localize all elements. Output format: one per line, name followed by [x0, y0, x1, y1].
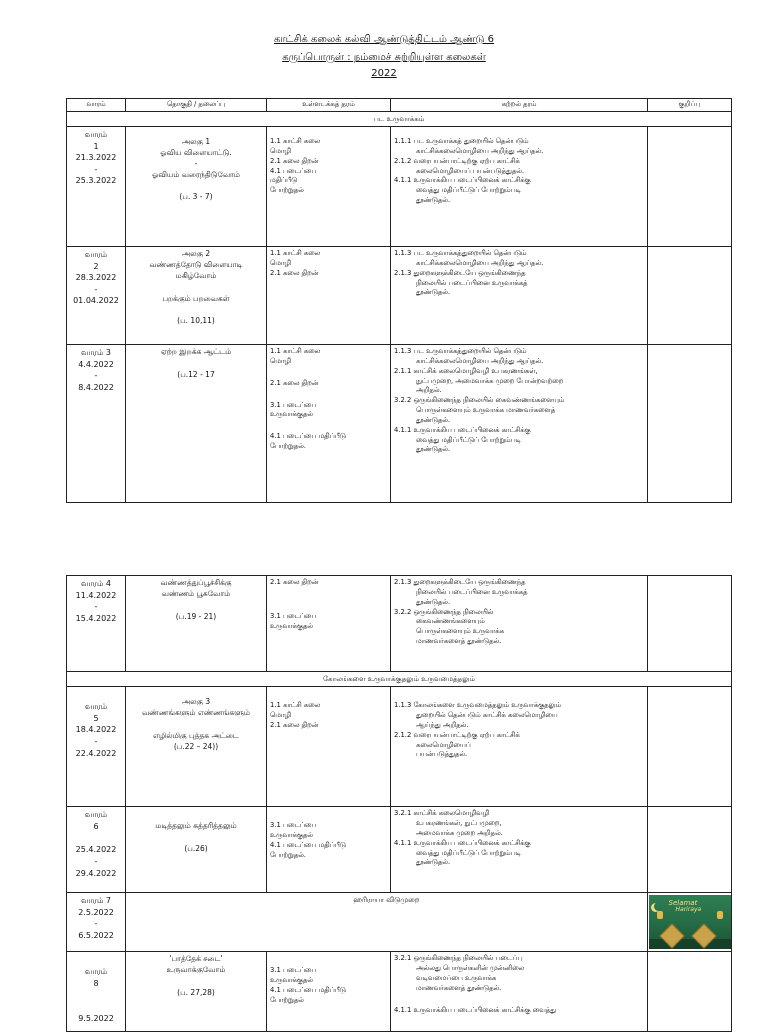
cell-line: காட்சிக்கலைமொழியை அறிந்து ஆய்தல். — [416, 356, 544, 365]
unit-cell — [126, 246, 267, 344]
week-cell — [67, 687, 126, 807]
cell-line: காட்சிக்கலைமொழியை அறிந்து ஆய்தல். — [416, 146, 544, 155]
cell-line: தூண்டுதல். — [416, 445, 451, 454]
document-subtitle: கருப்பொருள் : நம்மைச் சுற்றியுள்ள கலைகள் — [282, 52, 486, 63]
cell-line: வண்ணங்களும் எண்ணங்களும் — [142, 708, 250, 718]
cell-line: உருவாக்குதல் — [270, 621, 313, 630]
cell-line — [394, 994, 644, 1006]
unit-cell — [126, 576, 267, 672]
cell-line: தூண்டுதல். — [416, 288, 451, 297]
cell-line — [270, 809, 387, 821]
week-cell — [67, 952, 126, 1032]
standard-cell — [267, 344, 391, 502]
standard-cell — [267, 952, 391, 1032]
note-cell — [648, 246, 732, 344]
cell-line: 4.1 படைப்பை — [270, 166, 317, 175]
cell-line: போற்றுதல். — [270, 442, 306, 451]
cell-line: 2.1 கலை திறன் — [270, 720, 319, 729]
section-title: பட உருவாக்கம் — [67, 111, 732, 126]
note-cell — [648, 807, 732, 893]
cell-line — [70, 989, 122, 1001]
cell-line: ஏற்ற இறக்க ஆட்டம் — [160, 346, 232, 356]
note-cell — [648, 893, 732, 952]
cell-line: அறிதல். — [416, 386, 442, 395]
table-row — [67, 576, 732, 672]
cell-line: - — [94, 164, 98, 174]
lantern-icon — [657, 911, 663, 919]
table-row — [67, 246, 732, 344]
cell-line — [270, 389, 387, 401]
lantern-icon — [717, 911, 723, 919]
cell-line: 8 — [93, 978, 99, 988]
cell-line — [270, 367, 387, 379]
cell-line: (ப.12 - 17 — [177, 369, 215, 379]
cell-line — [270, 600, 387, 612]
cell-line: கலைமொழியைப் பயன்படுத்துதல். — [416, 166, 525, 175]
unit-cell — [126, 126, 267, 246]
cell-line: 3.2.2 ஒருங்கிணைந்த நிலையில் — [394, 607, 494, 616]
unit-cell — [126, 687, 267, 807]
cell-line: கைவண்ணங்களையும் — [416, 617, 485, 626]
cell-line: வாரம் 4 — [80, 579, 112, 588]
column-header-week: வாரம் — [67, 99, 126, 112]
cell-line: உபகரணங்கள், நுட்பமுறை, — [416, 818, 502, 827]
cell-line: 1.1.1 பட உருவாக்கத் துறையில் தென்படும் — [394, 136, 529, 145]
cell-line: வடிவமைப்பை உருவாக்க — [416, 973, 497, 982]
cell-line: 22.4.2022 — [75, 748, 117, 758]
cell-line — [70, 1001, 122, 1013]
cell-line: 4.1.1 உருவாக்கிய படைப்பினைக் காட்சிக்கு — [394, 838, 531, 847]
cell-line: (ப.26) — [184, 844, 208, 854]
cell-line — [129, 719, 263, 731]
hariraya-greeting-image — [649, 895, 731, 949]
cell-line: - — [194, 158, 198, 168]
cell-line: 2 — [93, 261, 99, 271]
learning-cell — [391, 576, 648, 672]
cell-line: தூண்டுதல். — [416, 858, 451, 867]
cell-line: மதிப்பீடு — [270, 176, 298, 185]
cell-line: 2.1.3 துறைகளுக்கிடையே ஒருங்கிணைந்த — [394, 578, 526, 586]
cell-line: வாரம் 7 — [80, 896, 112, 906]
section-row — [67, 672, 732, 687]
cell-line: மொழி — [270, 710, 292, 719]
cell-line: 4.1.1 உருவாக்கிய படைப்பினைக் காட்சிக்கு வைத்து — [394, 1005, 556, 1014]
cell-line: 3.1 படைப்பை — [270, 611, 317, 620]
cell-line: - — [94, 736, 98, 746]
cell-line: 3.2.2 ஒருங்கிணைந்த நிலையில் கைவண்ணங்களையும் — [394, 396, 565, 405]
cell-line: நுட்பமுறை, அமைவாக்க முறை போன்றவற்றை — [416, 376, 564, 385]
cell-line — [270, 588, 387, 600]
cell-line: தூண்டுதல். — [416, 597, 451, 606]
week-cell — [67, 576, 126, 672]
cell-line: அலகு 2 — [181, 248, 211, 258]
section-title: கோலங்களை உருவாக்குதலும் உருவமைத்தலும் — [67, 672, 732, 687]
week-cell — [67, 893, 126, 952]
cell-line: மொழி — [270, 356, 292, 365]
cell-line: ஓவியம் வரைந்திடுவோம் — [152, 169, 240, 179]
cell-line: 1.1.3 பட உருவாக்கத்துறையில் தென்படும் — [394, 346, 527, 355]
cell-line: 'பாத்தேக் சடை' — [169, 954, 223, 964]
cell-line: 2.1 கலை திறன் — [270, 578, 319, 586]
cell-line: அலகு 1 — [181, 136, 211, 146]
column-header-unit: தொகுதி / தலைப்பு — [126, 99, 267, 112]
cell-line: அலகு 3 — [181, 697, 211, 707]
standard-cell — [267, 576, 391, 672]
cell-line: மாணவர்களைத் தூண்டுதல். — [416, 983, 502, 992]
cell-line: 1.1 காட்சி கலை — [270, 248, 321, 257]
cell-line: வாரம் — [84, 810, 108, 820]
cell-line: வண்ணத்தோடு விளையாடி — [149, 259, 243, 269]
cell-line: 2.1.3 துறைகளுக்கிடையே ஒருங்கிணைந்த — [394, 268, 526, 277]
cell-line: 1.1.3 பட உருவாக்கத்துறையில் தென்படும் — [394, 248, 527, 257]
cell-line: 1.1 காட்சி கலை — [270, 701, 321, 710]
table-row — [67, 952, 732, 1032]
cell-line: வாரம் — [84, 702, 108, 712]
cell-line: 5 — [93, 713, 99, 723]
cell-line: 25.3.2022 — [75, 176, 117, 186]
cell-line: துறையில் தென்படும் காட்சிக் கலைமொழியை — [416, 710, 558, 719]
learning-cell — [391, 807, 648, 893]
cell-line: 4.1.1 உருவாக்கிய படைப்பினைக் காட்சிக்கு — [394, 176, 531, 185]
cell-line: அல்லது பொருள்களின் முன்னிலை — [416, 963, 525, 972]
cell-line: எழில்மிகு புத்தக அட்டை — [153, 730, 239, 740]
cell-line: வண்ணம் பூசுவோம் — [161, 588, 231, 598]
cell-line — [129, 180, 263, 192]
cell-line: 2.1 கலை திறன் — [270, 378, 319, 387]
holiday-label: ஹரிராயா விடுமுறை — [353, 896, 420, 905]
cell-line: (ப. 27,28) — [177, 987, 215, 997]
cell-line: 4.1 படைப்பை மதிப்பீடு — [270, 840, 346, 849]
cell-line: நிலையில் படைப்பினை உருவாக்கத் — [416, 278, 528, 287]
cell-line: - — [94, 856, 98, 866]
cell-line: 25.4.2022 — [75, 845, 117, 855]
cell-line: போற்றுதல் — [270, 186, 304, 195]
note-cell — [648, 576, 732, 672]
cell-line: - — [94, 371, 98, 381]
cell-line: 18.4.2022 — [75, 725, 117, 735]
cell-line — [129, 976, 263, 988]
cell-line: (ப. 10,11) — [177, 316, 215, 326]
week-cell — [67, 807, 126, 893]
standard-cell — [267, 687, 391, 807]
cell-line: 6.5.2022 — [78, 930, 114, 940]
cell-line — [270, 420, 387, 432]
cell-line: 1 — [93, 141, 99, 151]
learning-cell — [391, 952, 648, 1032]
cell-line: மாணவர்களைத் தூண்டுதல். — [416, 637, 502, 646]
cell-line: (ப. 3 - 7) — [179, 192, 213, 202]
table-row-holiday — [67, 893, 732, 952]
cell-line: கலைமொழியைப் — [416, 740, 471, 749]
cell-line: ஓவிய விளையாட்டு. — [160, 147, 232, 157]
cell-line: 3.2.1 காட்சிக் கலைமொழிவழி — [394, 809, 490, 818]
cell-line: 3.1 படைப்பை — [270, 966, 317, 975]
cell-line: 4.4.2022 — [78, 359, 114, 369]
cell-line — [129, 358, 263, 370]
cell-line: உருவாக்குதல் — [270, 975, 313, 984]
unit-cell — [126, 952, 267, 1032]
table-row — [67, 687, 732, 807]
cell-line: (ப.19 - 21) — [175, 611, 217, 621]
cell-line: 2.1 கலை திறன் — [270, 268, 319, 277]
note-cell — [648, 952, 732, 1032]
cell-line: 2.1.2 வரைபயன்பாட்டிற்கு ஏற்ப காட்சிக் — [394, 156, 520, 165]
cell-line: 1.1.3 கோலங்களை உருவமைத்தலும் உருவாக்குதலும் — [394, 701, 561, 710]
cell-line: 3.2.1 ஒருங்கிணைந்த நிலையில் படைப்பு — [394, 954, 523, 963]
cell-line: உருவாக்குதல் — [270, 410, 313, 419]
cell-line: காட்சிக்கலைமொழியை அறிந்து ஆய்தல். — [416, 258, 544, 267]
cell-line — [129, 832, 263, 844]
schedule-table-2 — [66, 575, 732, 1032]
table-row — [67, 344, 732, 502]
standard-cell — [267, 246, 391, 344]
table-header-row — [67, 99, 732, 112]
cell-line: (ப.22 – 24)) — [173, 741, 219, 751]
cell-line: 15.4.2022 — [75, 613, 117, 623]
document-year: 2022 — [371, 68, 397, 79]
learning-cell — [391, 126, 648, 246]
cell-line — [129, 809, 263, 821]
unit-cell — [126, 344, 267, 502]
cell-line: - — [94, 602, 98, 612]
table-row — [67, 126, 732, 246]
cell-line: வண்ணத்துப்பூச்சிக்கு — [160, 578, 232, 587]
cell-line: நிலையில் படைப்பினை உருவாக்கத் — [416, 587, 528, 596]
cell-line: பறக்கும் பறவைகள் — [162, 293, 230, 303]
cell-line: 28.3.2022 — [75, 273, 117, 283]
cell-line: வாரம் 3 — [80, 347, 112, 357]
document-title: காட்சிக் கலைக் கல்வி ஆண்டுத்திட்டம் ஆண்டு 6 — [274, 34, 494, 45]
cell-line — [70, 954, 122, 966]
cell-line: வாரம் — [84, 249, 108, 259]
cell-line: 4.1.1 உருவாக்கிய படைப்பினைக் காட்சிக்கு — [394, 425, 531, 434]
cell-line: 01.04.2022 — [73, 296, 119, 306]
cell-line: வைத்து மதிப்பீட்டுப் போற்றும்படி — [416, 848, 521, 857]
standard-cell — [267, 126, 391, 246]
cell-line: பொருள்களையும் உருவாக்க — [416, 627, 504, 636]
cell-line: 21.3.2022 — [75, 153, 117, 163]
learning-cell — [391, 687, 648, 807]
cell-line: - — [94, 919, 98, 929]
cell-line: 3.1 படைப்பை — [270, 821, 317, 830]
cell-line: 9.5.2022 — [78, 1014, 114, 1024]
cell-line: 2.1.1 காட்சிக் கலைமொழிவழி உபகரணங்கள், — [394, 366, 538, 375]
learning-cell — [391, 344, 648, 502]
cell-line: வைத்து மதிப்பீட்டுப் போற்றும்படி — [416, 435, 521, 444]
cell-line: மொழி — [270, 146, 292, 155]
cell-line: 2.1 கலை திறன் — [270, 156, 319, 165]
unit-cell — [126, 807, 267, 893]
week-cell — [67, 344, 126, 502]
cell-line: போற்றுதல் — [270, 995, 304, 1004]
cell-line: - — [94, 284, 98, 294]
cell-line: உருவாக்குவோம் — [166, 965, 226, 975]
cell-line: 4.1 படைப்பை மதிப்பீடு — [270, 985, 346, 994]
holiday-cell — [126, 893, 648, 952]
cell-line — [70, 832, 122, 844]
cell-line: 8.4.2022 — [78, 382, 114, 392]
cell-line — [129, 600, 263, 612]
cell-line: பயன்படுத்துதல். — [416, 750, 468, 759]
cell-line: 4.1 படைப்பை மதிப்பீடு — [270, 432, 346, 441]
column-header-note: குறிப்பு — [648, 99, 732, 112]
cell-line: மடித்தலும் கத்தரித்தலும் — [155, 821, 237, 831]
greeting-text-1: Selamat — [668, 899, 698, 908]
section-row — [67, 111, 732, 126]
crescent-moon-icon — [654, 902, 663, 911]
cell-line: வைத்து மதிப்பீட்டுப் போற்றும்படி — [416, 186, 521, 195]
cell-line: தூண்டுதல். — [416, 196, 451, 205]
cell-line: 1.1 காட்சி கலை — [270, 346, 321, 355]
cell-line: மகிழ்வோம் — [175, 270, 217, 280]
cell-line: பொருள்களையும் உருவாக்க மாணவர்களைத் — [416, 406, 556, 415]
cell-line: 1.1 காட்சி கலை — [270, 136, 321, 145]
greeting-text-2: Hariraya — [675, 906, 702, 914]
cell-line: 6 — [93, 821, 99, 831]
cell-line: 11.4.2022 — [75, 590, 117, 600]
cell-line — [129, 282, 263, 294]
table-row — [67, 807, 732, 893]
week-cell — [67, 246, 126, 344]
cell-line: வாரம் — [84, 129, 108, 139]
standard-cell — [267, 807, 391, 893]
note-cell — [648, 344, 732, 502]
column-header-standard: உள்ளடக்கத் தரம் — [267, 99, 391, 112]
schedule-table-1 — [66, 98, 732, 503]
cell-line: ஆய்ந்து அறிதல். — [416, 720, 469, 729]
cell-line: உருவாக்குதல் — [270, 830, 313, 839]
cell-line — [270, 954, 387, 966]
cell-line: 2.5.2022 — [78, 907, 114, 917]
note-cell — [648, 126, 732, 246]
cell-line: தூண்டுதல். — [416, 415, 451, 424]
cell-line — [129, 304, 263, 316]
cell-line: 29.4.2022 — [75, 868, 117, 878]
column-header-learning: கற்றல் தரம் — [391, 99, 648, 112]
note-cell — [648, 687, 732, 807]
cell-line: 2.1.2 வரைபயன்பாட்டிற்கு ஏற்ப காட்சிக் — [394, 730, 520, 739]
greeting-band — [649, 939, 731, 949]
cell-line: அமைவாக்க முறை அறிதல். — [416, 828, 503, 837]
cell-line: 3.1 படைப்பை — [270, 400, 317, 409]
cell-line — [70, 689, 122, 701]
learning-cell — [391, 246, 648, 344]
week-cell — [67, 126, 126, 246]
cell-line: போற்றுதல். — [270, 850, 306, 859]
cell-line: வாரம் — [84, 967, 108, 977]
cell-line: மொழி — [270, 258, 292, 267]
